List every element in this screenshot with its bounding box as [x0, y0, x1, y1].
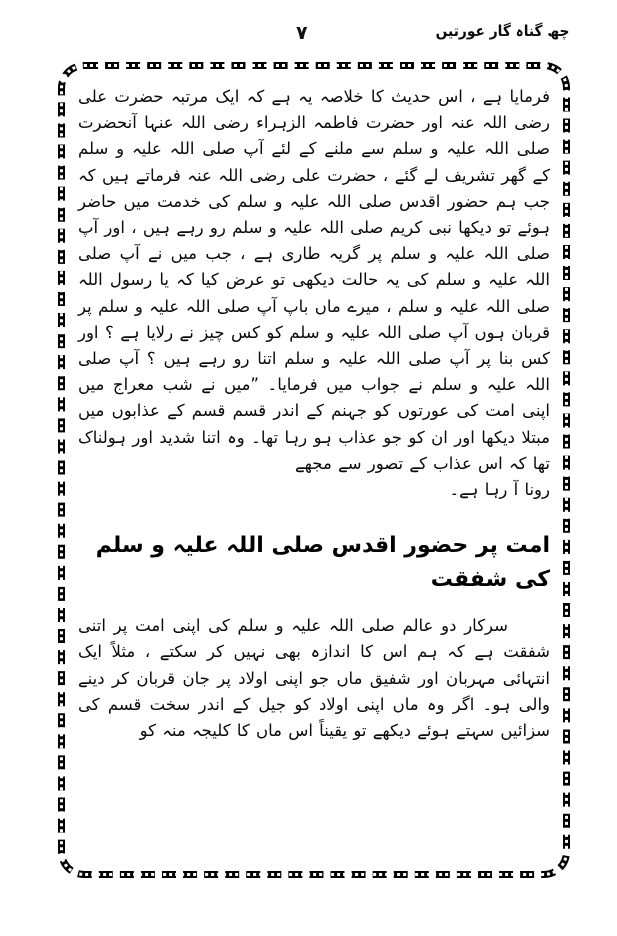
- paragraph-first-last-line: رونا آ رہا ہے۔: [449, 480, 550, 500]
- running-header: [0, 18, 617, 52]
- book-title: چھ گناہ گار عورتیں: [435, 22, 569, 40]
- page-number: ٧: [296, 22, 308, 44]
- section-heading: امت پر حضور اقدس صلی اللہ علیہ و سلم کی شفقت: [95, 533, 550, 593]
- paragraph-second: سرکار دو عالم صلی اللہ علیہ و سلم کی اپنی امت پر اتنی شفقت ہے کہ ہم اس کا اندازہ بھی نہیں کر سکتے ، مثلاً ایک انتہائی مہربان اور شفیق ماں جو اپنی اولاد پر جان قربان کر دینے والی ہو۔ اگر وہ ماں اپنی اولاد کو جیل کے اندر سخت قسم کی سزائیں سہتے ہوئے دیکھے تو یقیناً اس ماں کا کلیجہ منہ کو: [78, 616, 550, 741]
- paragraph-first: [78, 80, 550, 503]
- paragraph-first-text: فرمایا ہے ، اس حدیث کا خلاصہ یہ ہے کہ ایک مرتبہ حضرت علی رضی اللہ عنہ اور حضرت فاطمہ الزہراء رضی اللہ عنہا آنحضرت صلی اللہ علیہ و سلم سے ملنے کے لئے آپ صلی اللہ علیہ و سلم کے گھر تشریف لے گئے ، حضرت علی رضی اللہ عنہ فرماتے ہیں کہ جب ہم حضور اقدس صلی اللہ علیہ و سلم کی خدمت میں حاضر ہوئے تو دیکھا نبی کریم صلی اللہ علیہ و سلم رو رہے ہیں ، اور آپ صلی اللہ علیہ و سلم پر گریہ طاری ہے ، جب میں نے آپ صلی اللہ علیہ و سلم کی یہ حالت دیکھی تو عرض کیا کہ یا رسول اللہ صلی اللہ علیہ و سلم ، میرے ماں باپ آپ صلی اللہ علیہ و سلم پر قربان ہوں آپ صلی اللہ علیہ و سلم کو کس چیز نے رلایا ہے ؟ اور کس بنا پر آپ صلی اللہ علیہ و سلم اتنا رو رہے ہیں ؟ آپ صلی اللہ علیہ و سلم نے جواب میں فرمایا۔ ”میں نے شب معراج میں اپنی امت کی عورتوں کو جہنم کے اندر قسم قسم کے عذابوں میں مبتلا دیکھا اور ان کو جو عذاب ہو رہا تھا۔ وہ اتنا شدید اور ہولناک تھا کہ اس عذاب کے تصور سے مجھے: [78, 87, 550, 473]
- page-content: [78, 80, 550, 862]
